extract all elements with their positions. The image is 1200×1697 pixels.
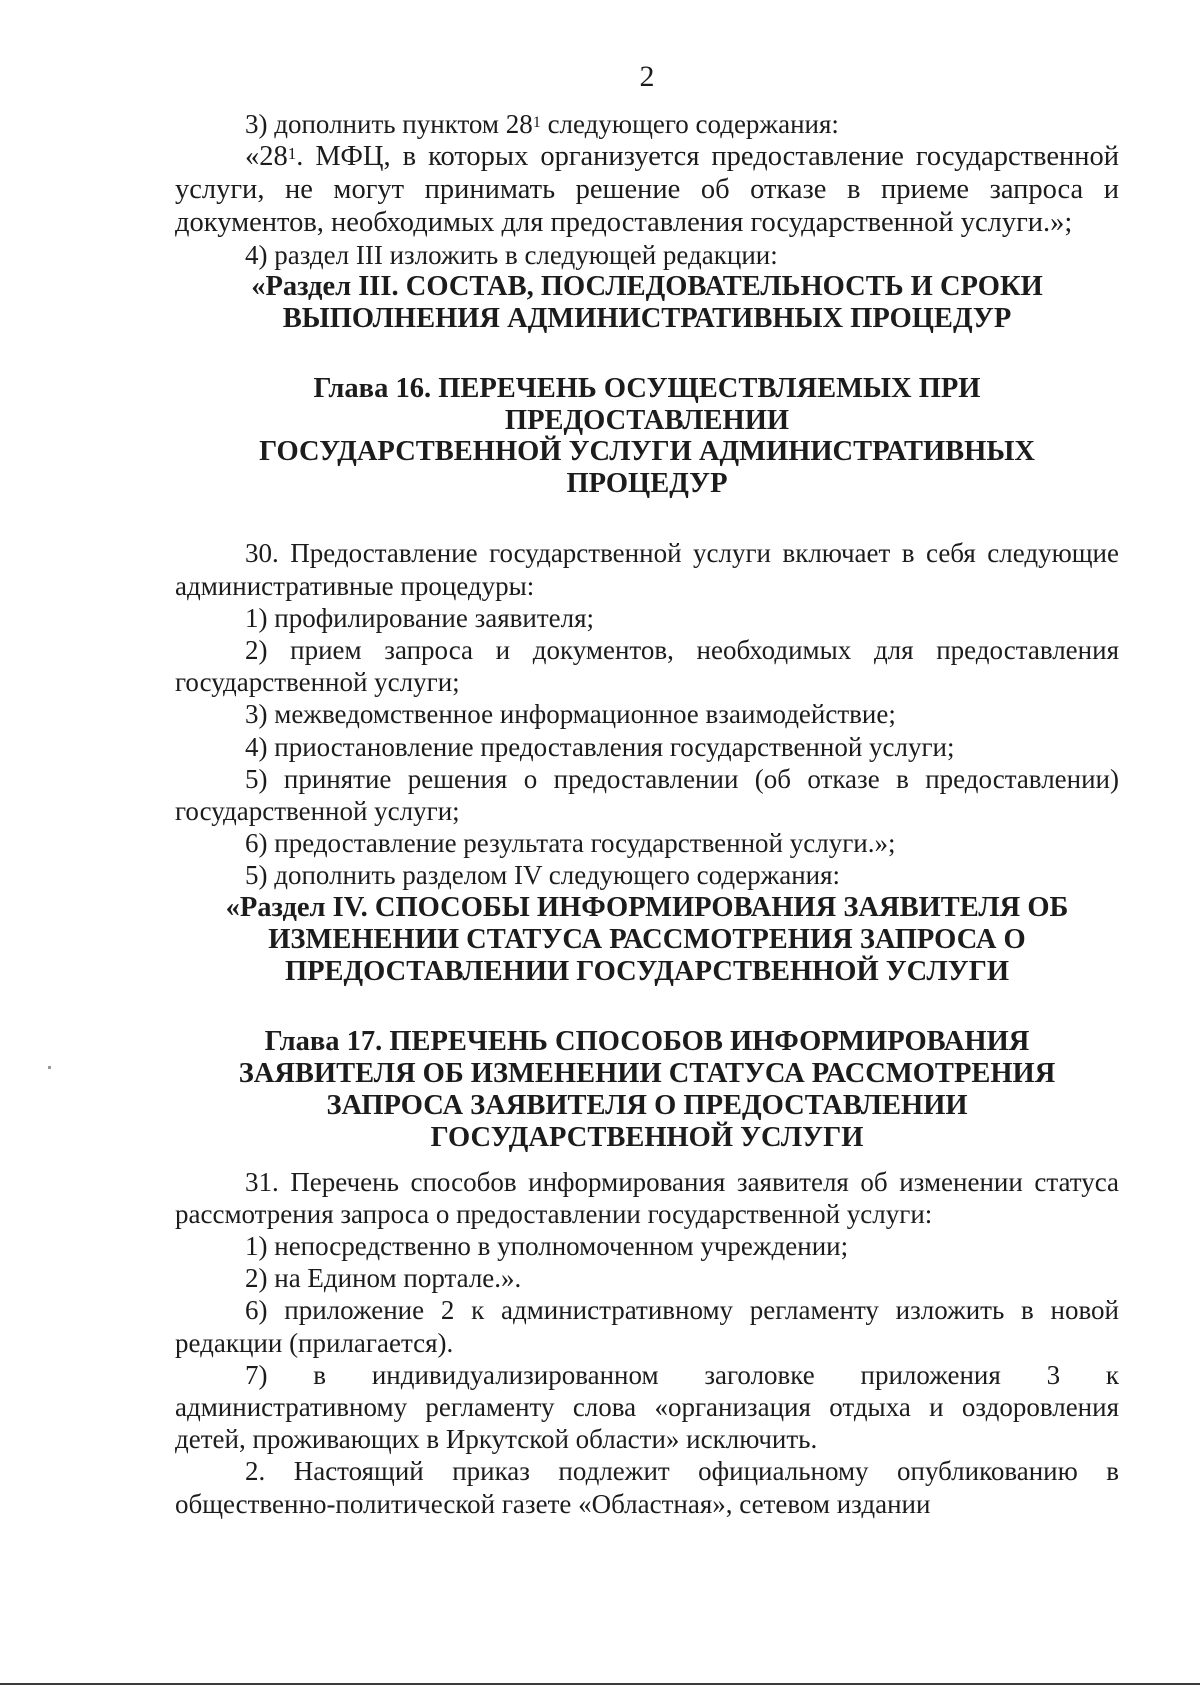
chapter-16-heading-line-1: Глава 16. ПЕРЕЧЕНЬ ОСУЩЕСТВЛЯЕМЫХ ПРИ [313,373,981,405]
paragraph-31-intro: 31. Перечень способов информирования заявителя об изменении статуса рассмотрения запроса о предоставлении государственной услуги: [175,1166,1119,1229]
chapter-16-heading-line-3: ГОСУДАРСТВЕННОЙ УСЛУГИ АДМИНИСТРАТИВНЫХ [259,436,1035,468]
chapter-16-heading-line-4: ПРОЦЕДУР [566,467,728,499]
paragraph-30-item-3: 3) межведомственное информационное взаимодействие; [245,699,896,730]
section-3-heading-line-1: «Раздел III. СОСТАВ, ПОСЛЕДОВАТЕЛЬНОСТЬ И СРОКИ [251,271,1043,303]
scan-speck [48,1066,51,1069]
section-4-heading [175,892,1119,988]
paragraph-31-item-1: 1) непосредственно в уполномоченном учреждении; [245,1231,849,1262]
chapter-17-heading-line-3: ЗАПРОСА ЗАЯВИТЕЛЯ О ПРЕДОСТАВЛЕНИИ [326,1089,968,1121]
paragraph-30-item-4: 4) приостановление предоставления государственной услуги; [245,731,955,762]
item-3-quote [175,140,1119,239]
quote-start: «28 [245,141,288,173]
paragraph-30-item-6: 6) предоставление результата государственной услуги.»; [245,828,896,859]
item-3-tail: следующего содержания: [540,109,839,139]
section-4-heading-line-1: «Раздел IV. СПОСОБЫ ИНФОРМИРОВАНИЯ ЗАЯВИТЕЛЯ ОБ [225,891,1069,923]
paragraph-30-intro: 30. Предоставление государственной услуги включает в себя следующие административные процедуры: [175,538,1119,601]
section-3-heading [175,271,1119,335]
paragraph-31-item-2: 2) на Едином портале.». [245,1263,522,1294]
quote-superscript: 1 [287,144,297,164]
point-2: 2. Настоящий приказ подлежит официальному опубликованию в общественно-политической газете «Областная», сетевом издании [175,1456,1119,1519]
chapter-17-heading-line-1: Глава 17. ПЕРЕЧЕНЬ СПОСОБОВ ИНФОРМИРОВАНИЯ [264,1025,1030,1057]
page-number: 2 [639,60,655,93]
section-4-heading-line-2: ИЗМЕНЕНИИ СТАТУСА РАССМОТРЕНИЯ ЗАПРОСА О [268,923,1026,955]
chapter-17-heading-line-2: ЗАЯВИТЕЛЯ ОБ ИЗМЕНЕНИИ СТАТУСА РАССМОТРЕНИЯ [238,1057,1056,1089]
paragraph-30-item-2: 2) прием запроса и документов, необходимых для предоставления государственной услуги; [175,635,1119,698]
chapter-17-heading-line-4: ГОСУДАРСТВЕННОЙ УСЛУГИ [430,1121,864,1153]
item-5: 5) дополнить разделом IV следующего содержания: [245,860,841,891]
paragraph-30-item-5: 5) принятие решения о предоставлении (об отказе в предоставлении) государственной услуги; [175,763,1119,827]
section-4-heading-line-3: ПРЕДОСТАВЛЕНИИ ГОСУДАРСТВЕННОЙ УСЛУГИ [284,955,1010,987]
item-3-superscript: 1 [532,113,541,132]
chapter-17-heading [175,1026,1119,1154]
item-3-text: 3) дополнить пунктом 28 [245,109,533,139]
page-bottom-edge [0,1683,1200,1685]
item-4: 4) раздел III изложить в следующей редакции: [245,240,778,271]
chapter-16-heading-line-2: ПРЕДОСТАВЛЕНИИ [504,404,790,436]
item-6: 6) приложение 2 к административному регламенту изложить в новой редакции (прилагается). [175,1295,1119,1358]
chapter-16-heading [175,373,1119,499]
quote-text: . МФЦ, в которых организуется предоставление государственной услуги, не могут принимать решение об отказе в приеме запроса и документов, необходимых для предоставления государственной услуги.»; [175,141,1119,239]
page-content [175,58,1119,1520]
paragraph-30-item-1: 1) профилирование заявителя; [245,602,595,633]
item-7: 7) в индивидуализированном заголовке приложения 3 к административному регламенту слова «организация отдыха и оздоровления детей, проживающих в Иркутской области» исключить. [175,1359,1119,1455]
item-3-line [175,108,1119,140]
section-3-heading-line-2: ВЫПОЛНЕНИЯ АДМИНИСТРАТИВНЫХ ПРОЦЕДУР [282,303,1012,335]
